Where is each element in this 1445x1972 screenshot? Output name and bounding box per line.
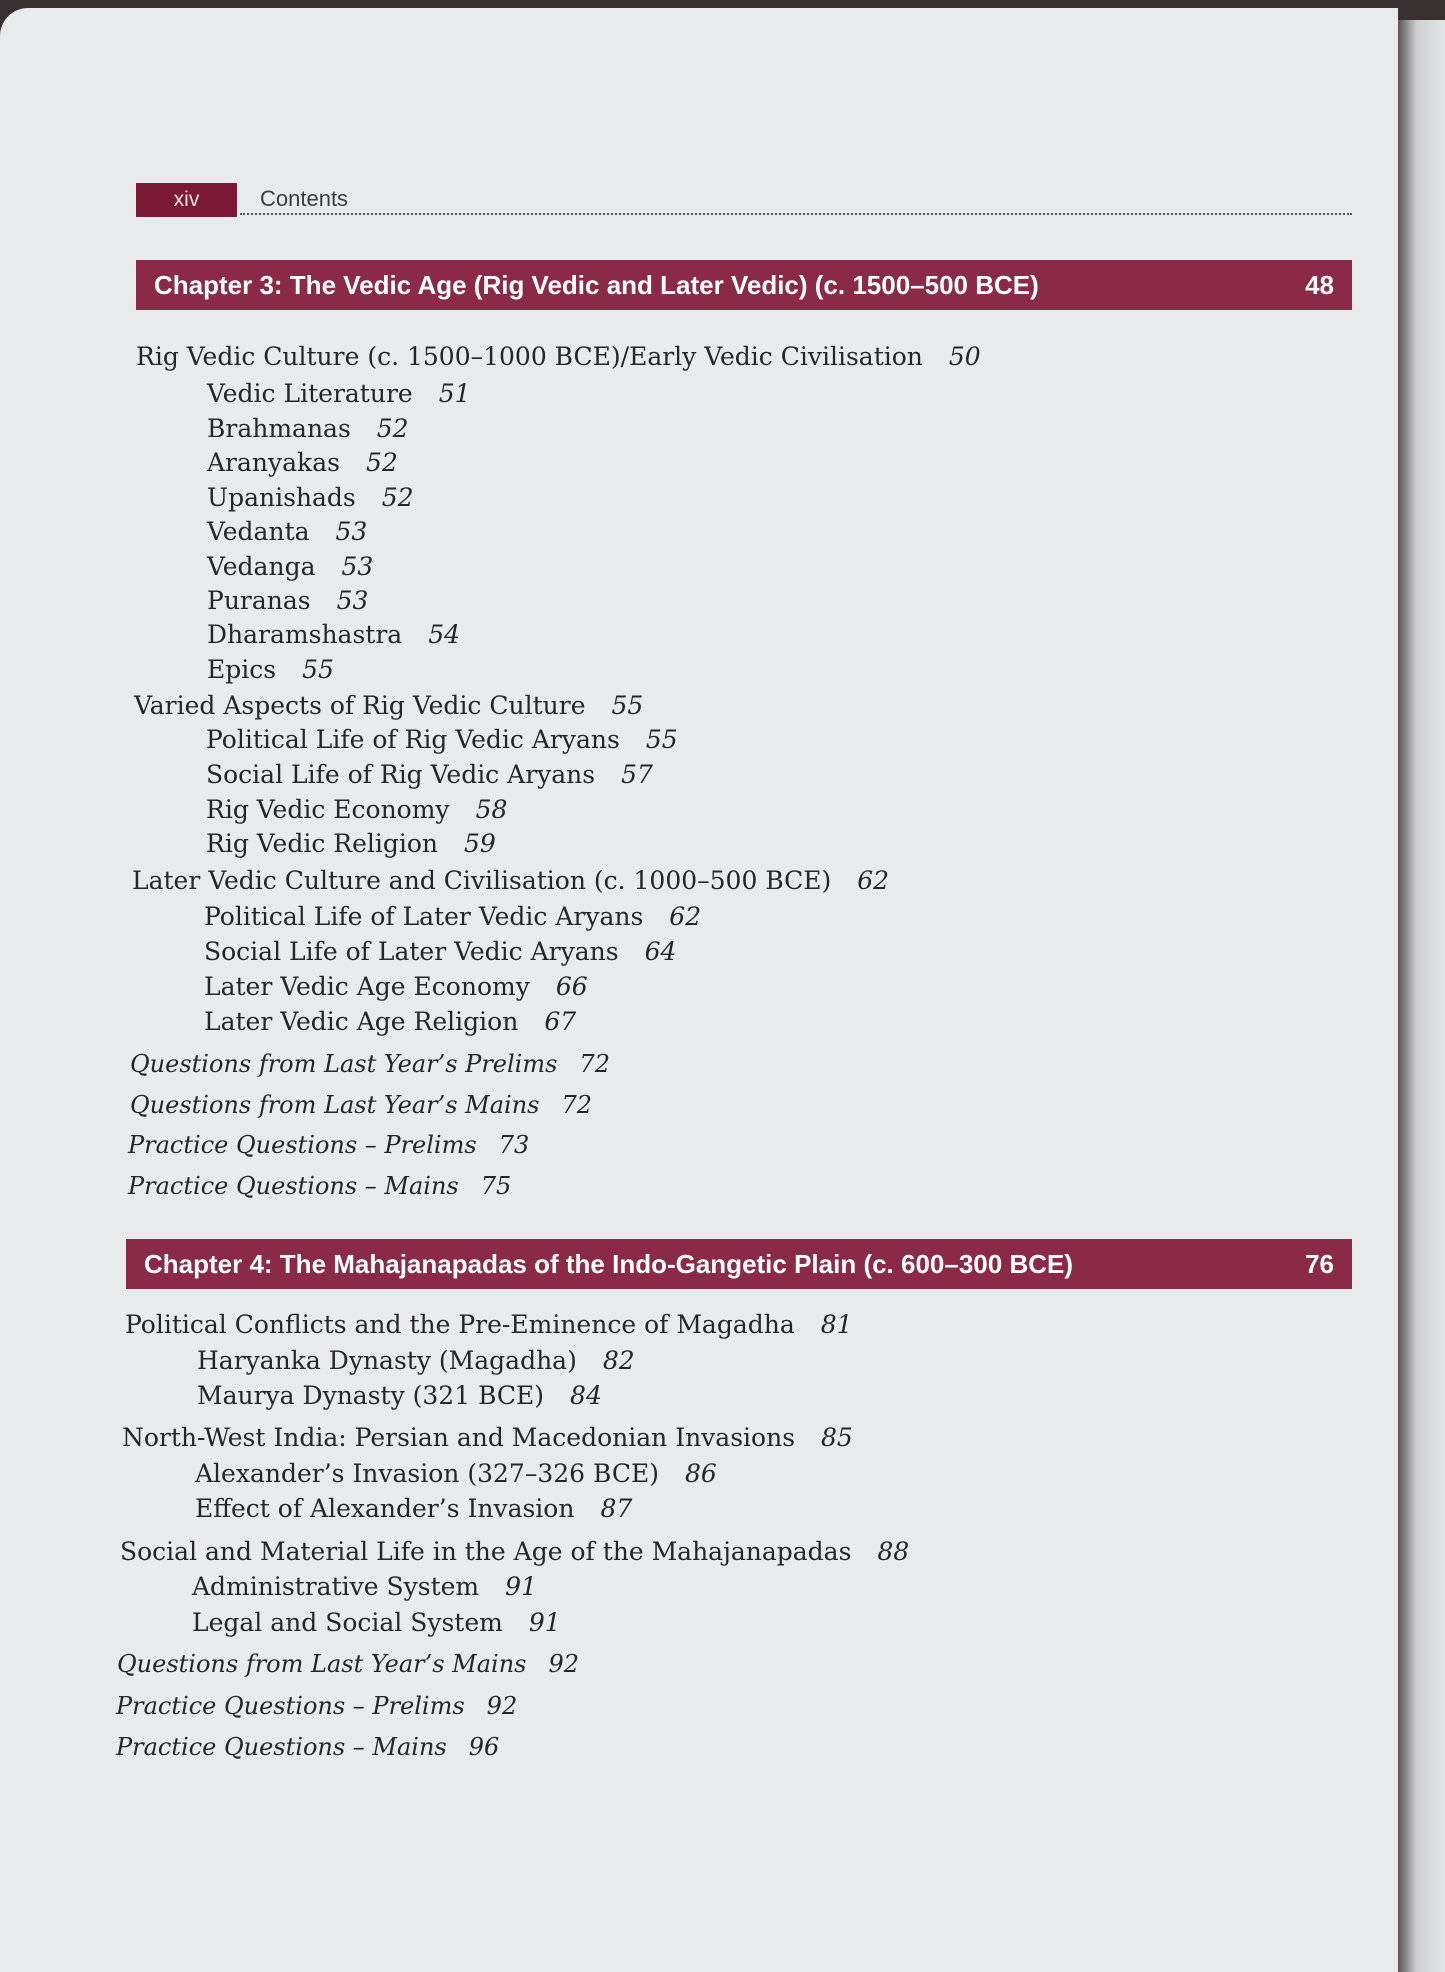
toc-entry[interactable] xyxy=(197,1344,635,1378)
toc-entry[interactable] xyxy=(116,1730,499,1764)
chapter-title: Chapter 3: The Vedic Age (Rig Vedic and Later Vedic) (c. 1500–500 BCE) xyxy=(154,270,1039,300)
entry-label: North-West India: Persian and Macedonian Invasions xyxy=(122,1423,796,1452)
chapter-3-heading[interactable] xyxy=(136,260,1352,310)
header-rule xyxy=(240,213,1352,215)
chapter-page: 76 xyxy=(1305,1249,1334,1279)
page-edge xyxy=(1398,20,1445,1972)
chapter-title: Chapter 4: The Mahajanapadas of the Indo-Gangetic Plain (c. 600–300 BCE) xyxy=(144,1249,1074,1279)
entry-label: Rig Vedic Religion xyxy=(206,829,439,858)
toc-entry[interactable] xyxy=(134,689,643,723)
entry-label: Rig Vedic Economy xyxy=(206,795,450,824)
entry-label: Practice Questions – Prelims xyxy=(128,1131,477,1159)
entry-label: Social Life of Rig Vedic Aryans xyxy=(206,760,596,789)
toc-entry[interactable] xyxy=(132,864,889,898)
entry-page: 52 xyxy=(376,414,409,443)
entry-page: 96 xyxy=(468,1733,500,1761)
toc-entry[interactable] xyxy=(207,412,409,446)
entry-label: Social and Material Life in the Age of the Mahajanapadas xyxy=(120,1537,852,1566)
toc-entry[interactable] xyxy=(206,827,496,861)
entry-page: 66 xyxy=(555,972,588,1001)
entry-label: Dharamshastra xyxy=(207,620,403,649)
entry-label: Epics xyxy=(207,655,277,684)
entry-page: 55 xyxy=(302,655,334,684)
entry-label: Brahmanas xyxy=(207,414,351,443)
entry-page: 50 xyxy=(948,342,981,371)
entry-label: Vedanga xyxy=(207,552,316,581)
entry-label: Practice Questions – Mains xyxy=(128,1172,459,1200)
entry-page: 62 xyxy=(669,902,702,931)
toc-entry[interactable] xyxy=(207,653,334,687)
toc-entry[interactable] xyxy=(136,340,981,374)
toc-entry[interactable] xyxy=(128,1169,511,1203)
toc-entry[interactable] xyxy=(207,377,471,411)
toc-entry[interactable] xyxy=(207,618,460,652)
toc-entry[interactable] xyxy=(207,584,368,618)
entry-page: 87 xyxy=(600,1494,633,1523)
entry-label: Rig Vedic Culture (c. 1500–1000 BCE)/Early Vedic Civilisation xyxy=(136,342,923,371)
toc-entry[interactable] xyxy=(192,1570,537,1604)
entry-page: 58 xyxy=(475,795,508,824)
toc-entry[interactable] xyxy=(120,1535,909,1569)
entry-page: 82 xyxy=(602,1346,635,1375)
entry-page: 53 xyxy=(335,517,368,546)
entry-label: Practice Questions – Prelims xyxy=(116,1692,465,1720)
toc-entry[interactable] xyxy=(125,1308,853,1342)
toc-entry[interactable] xyxy=(117,1647,579,1681)
page-number: xiv xyxy=(136,183,237,217)
entry-label: Questions from Last Year’s Prelims xyxy=(130,1050,558,1078)
toc-entry[interactable] xyxy=(207,550,373,584)
entry-label: Political Conflicts and the Pre-Eminence of Magadha xyxy=(125,1310,795,1339)
entry-label: Legal and Social System xyxy=(192,1608,503,1637)
entry-label: Aranyakas xyxy=(207,448,340,477)
entry-label: Varied Aspects of Rig Vedic Culture xyxy=(134,691,586,720)
entry-label: Effect of Alexander’s Invasion xyxy=(195,1494,575,1523)
entry-page: 53 xyxy=(341,552,374,581)
toc-entry[interactable] xyxy=(128,1128,529,1162)
entry-page: 84 xyxy=(570,1381,602,1410)
entry-page: 86 xyxy=(684,1459,717,1488)
entry-page: 72 xyxy=(561,1091,593,1119)
toc-entry[interactable] xyxy=(206,793,507,827)
entry-label: Alexander’s Invasion (327–326 BCE) xyxy=(195,1459,659,1488)
toc-entry[interactable] xyxy=(204,970,588,1004)
entry-label: Questions from Last Year’s Mains xyxy=(130,1091,540,1119)
entry-page: 75 xyxy=(480,1172,512,1200)
entry-label: Political Life of Rig Vedic Aryans xyxy=(206,725,620,754)
entry-page: 55 xyxy=(611,691,644,720)
entry-page: 92 xyxy=(548,1650,580,1678)
toc-entry[interactable] xyxy=(204,935,676,969)
entry-label: Administrative System xyxy=(192,1572,480,1601)
toc-entry[interactable] xyxy=(122,1421,853,1455)
toc-entry[interactable] xyxy=(197,1379,602,1413)
entry-label: Later Vedic Age Religion xyxy=(204,1007,519,1036)
entry-page: 52 xyxy=(381,483,414,512)
entry-page: 57 xyxy=(621,760,653,789)
toc-entry[interactable] xyxy=(116,1689,517,1723)
running-header xyxy=(136,183,1352,217)
entry-label: Maurya Dynasty (321 BCE) xyxy=(197,1381,545,1410)
entry-label: Puranas xyxy=(207,586,311,615)
entry-label: Upanishads xyxy=(207,483,356,512)
toc-entry[interactable] xyxy=(130,1088,592,1122)
entry-label: Political Life of Later Vedic Aryans xyxy=(204,902,644,931)
entry-page: 92 xyxy=(486,1692,518,1720)
entry-page: 81 xyxy=(820,1310,853,1339)
entry-page: 52 xyxy=(365,448,398,477)
running-title: Contents xyxy=(260,186,349,211)
toc-entry[interactable] xyxy=(192,1606,561,1640)
entry-page: 54 xyxy=(428,620,460,649)
toc-entry[interactable] xyxy=(130,1047,610,1081)
entry-label: Vedic Literature xyxy=(207,379,413,408)
entry-page: 91 xyxy=(528,1608,561,1637)
entry-page: 64 xyxy=(644,937,677,966)
entry-page: 53 xyxy=(336,586,369,615)
entry-page: 88 xyxy=(877,1537,910,1566)
entry-page: 67 xyxy=(544,1007,577,1036)
entry-label: Practice Questions – Mains xyxy=(116,1733,447,1761)
entry-page: 72 xyxy=(579,1050,610,1078)
toc-entry[interactable] xyxy=(207,481,414,515)
entry-label: Vedanta xyxy=(207,517,310,546)
entry-label: Later Vedic Culture and Civilisation (c. 1000–500 BCE) xyxy=(132,866,832,895)
toc-entry[interactable] xyxy=(207,515,367,549)
toc-entry[interactable] xyxy=(207,446,398,480)
toc-entry[interactable] xyxy=(206,758,653,792)
entry-label: Social Life of Later Vedic Aryans xyxy=(204,937,619,966)
entry-page: 62 xyxy=(857,866,890,895)
chapter-4-heading[interactable] xyxy=(126,1239,1352,1289)
toc-entry[interactable] xyxy=(204,900,701,934)
entry-page: 91 xyxy=(505,1572,537,1601)
entry-label: Later Vedic Age Economy xyxy=(204,972,530,1001)
entry-page: 85 xyxy=(821,1423,853,1452)
toc-entry[interactable] xyxy=(195,1492,632,1526)
toc-entry[interactable] xyxy=(195,1457,717,1491)
entry-page: 55 xyxy=(645,725,678,754)
entry-page: 73 xyxy=(498,1131,530,1159)
chapter-page: 48 xyxy=(1305,270,1334,300)
toc-entry[interactable] xyxy=(204,1005,576,1039)
entry-label: Haryanka Dynasty (Magadha) xyxy=(197,1346,577,1375)
entry-label: Questions from Last Year’s Mains xyxy=(117,1650,527,1678)
toc-entry[interactable] xyxy=(206,723,678,757)
entry-page: 51 xyxy=(438,379,471,408)
entry-page: 59 xyxy=(464,829,496,858)
